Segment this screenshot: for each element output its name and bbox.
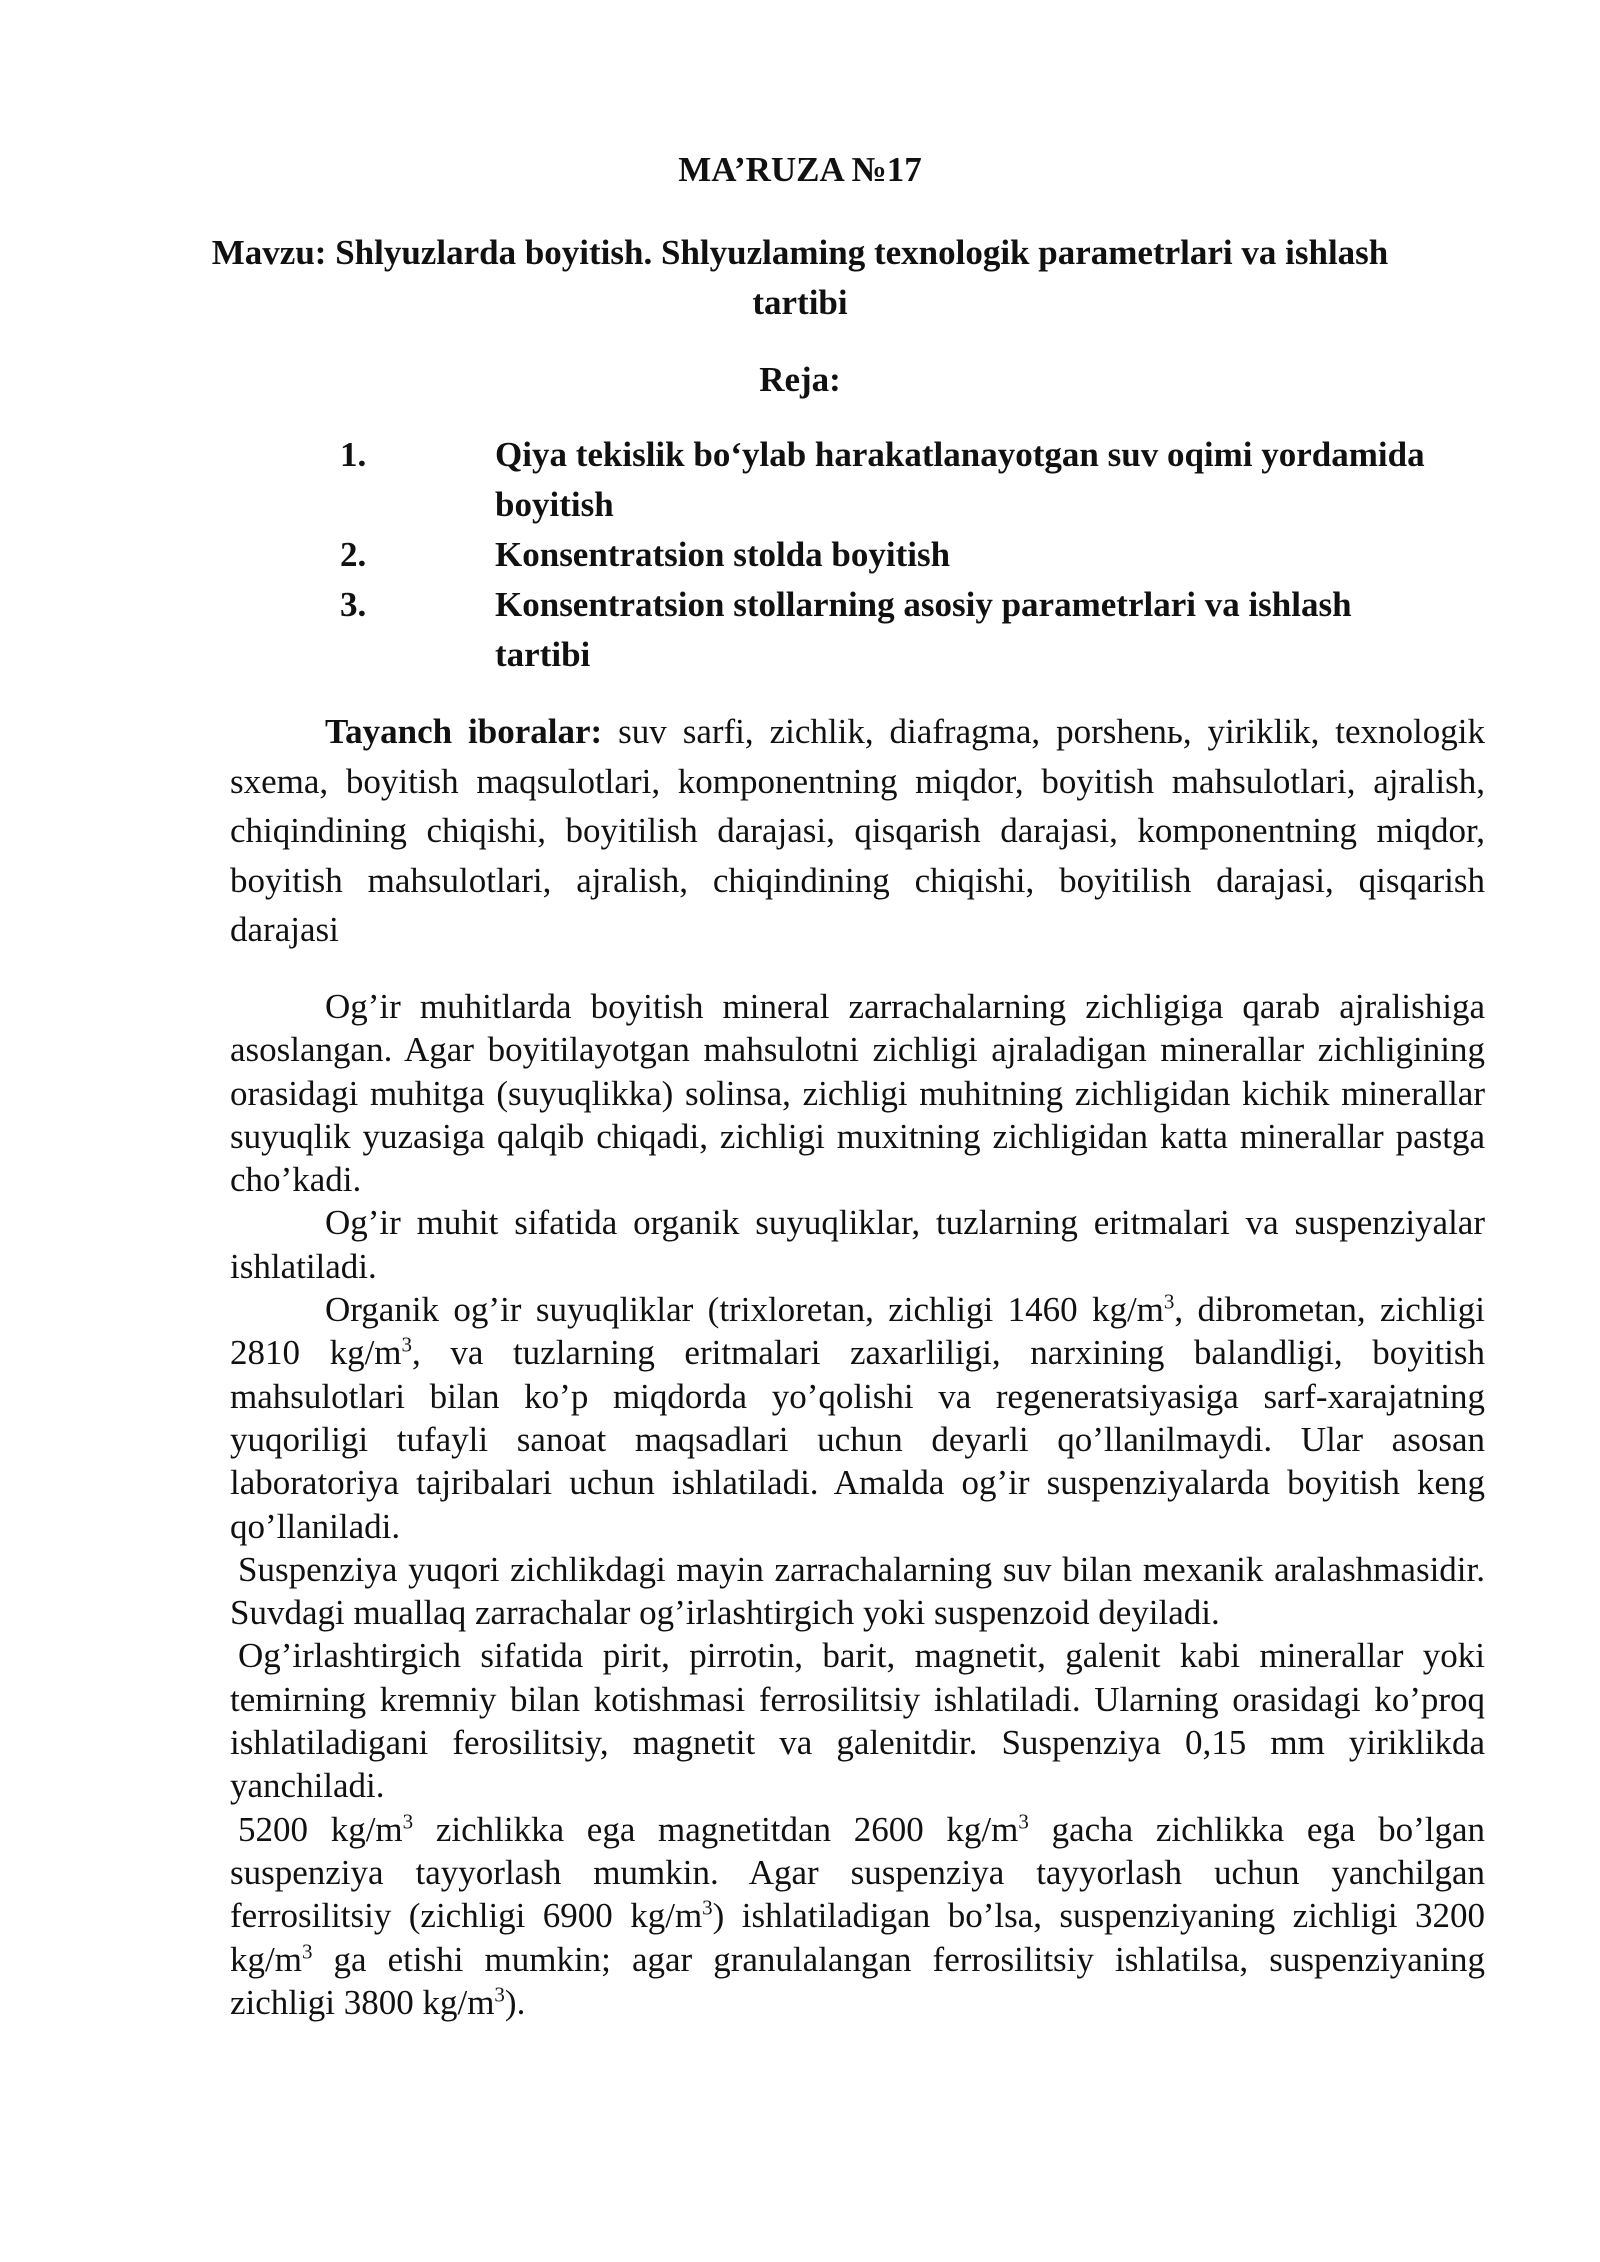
- paragraph-5: Og’irlashtirgich sifatida pirit, pirrotin, barit, magnetit, galenit kabi minerallar yoki temirning kremniy bilan kotishmasi ferrosilitsiy ishlatiladi. Ularning orasidagi ko’proq ishlatiladigani ferosilitsiy, magnetit va galenitdir. Suspenziya 0,15 mm yiriklikda yanchiladi.: [230, 1636, 1485, 1806]
- lecture-topic: [0, 228, 1600, 328]
- lecture-topic-text: Mavzu: Shlyuzlarda boyitish. Shlyuzlaming texnologik parametrlari va ishlash tartibi: [211, 233, 1389, 322]
- paragraph-3-part: , va tuzlarning eritmalari zaxarliligi, narxining balandligi, boyitish mahsulotlari bilan ko’p miqdorda yo’qolishi va regeneratsiyasiga sarf-xarajatning yuqoriligi tufayli sanoat maqsadlari uchun deyarli qo’llanilmaydi. Ular asosan laboratoriya tajribalari uchun ishlatiladi. Amalda og’ir suspenziyalarda boyitish keng qo’llaniladi.: [230, 1333, 1486, 1546]
- plan-item: [340, 580, 1430, 680]
- paragraph-6-part: ) ishlatiladigan bo’lsa, suspenziyaning zichligi 3200 kg/m: [230, 1896, 1485, 1979]
- main-text: [230, 985, 1485, 2024]
- plan-item-text: Konsentratsion stolda boyitish: [495, 535, 951, 574]
- plan-heading: Reja:: [759, 360, 841, 399]
- plan-item-number: 1.: [340, 435, 367, 474]
- plan-item: [340, 430, 1430, 530]
- superscript: 3: [402, 1808, 414, 1833]
- paragraph-3: [230, 1288, 1485, 1548]
- plan-list: [340, 430, 1430, 680]
- paragraph-3-part: , dibrometan, zichligi 2810 kg/m: [230, 1290, 1485, 1373]
- superscript: 3: [301, 1938, 313, 1963]
- superscript: 3: [494, 1982, 505, 2007]
- keywords-list: suv sarfi, zichlik, diafragma, porshenь, yiriklik, texnologik sxema, boyitish maqsulotlari, komponentning miqdor, boyitish mahsulotlari, ajralish, chiqindining chiqishi, boyitilish darajasi, qisqarish darajasi, komponentning miqdor, boyitish mahsulotlari, ajralish, chiqindining chiqishi, boyitilish darajasi, qisqarish darajasi: [230, 712, 1485, 949]
- paragraph-6-part: ga etishi mumkin; agar granulalangan ferrosilitsiy ishlatilsa, suspenziyaning zichligi 3800 kg/m: [230, 1939, 1485, 2022]
- plan-item-text: Qiya tekislik bo‘ylab harakatlanayotgan suv oqimi yordamida boyitish: [495, 435, 1425, 524]
- plan-item-text: Konsentratsion stollarning asosiy parametrlari va ishlash tartibi: [495, 585, 1352, 674]
- paragraph-3-part: Organik og’ir suyuqliklar (trixloretan, zichligi 1460 kg/m: [325, 1290, 1164, 1330]
- paragraph-4: Suspenziya yuqori zichlikdagi mayin zarrachalarning suv bilan mexanik aralashmasidir. Suvdagi muallaq zarrachalar og’irlashtirgich yoki suspenzoid deyiladi.: [230, 1549, 1485, 1633]
- superscript: 3: [702, 1895, 713, 1920]
- superscript: 3: [401, 1332, 413, 1357]
- plan-item: [340, 530, 1430, 580]
- plan-item-number: 2.: [340, 535, 367, 574]
- plan-item-number: 3.: [340, 585, 367, 624]
- keywords-paragraph: [230, 707, 1485, 955]
- paragraph-6-part: zichlikka ega magnetitdan 2600 kg/m: [413, 1809, 1019, 1849]
- paragraph-2: Og’ir muhit sifatida organik suyuqliklar, tuzlarning eritmalari va suspenziyalar ishlatiladi.: [230, 1203, 1485, 1286]
- superscript: 3: [1018, 1808, 1029, 1833]
- paragraph-6: [230, 1808, 1485, 2024]
- paragraph-6-part: 5200 kg/m: [238, 1809, 403, 1849]
- keywords-label: Tayanch iboralar:: [325, 712, 603, 751]
- paragraph-6-part: gacha zichlikka ega bo’lgan suspenziya tayyorlash mumkin. Agar suspenziya tayyorlash uchun yanchilgan ferrosilitsiy (zichligi 6900 kg/m: [230, 1809, 1485, 1936]
- lecture-title: MA’RUZA №17: [678, 150, 922, 189]
- paragraph-1: Og’ir muhitlarda boyitish mineral zarrachalarning zichligiga qarab ajralishiga asoslangan. Agar boyitilayotgan mahsulotni zichligi ajraladigan minerallar zichligining orasidagi muhitga (suyuqlikka) solinsa, zichligi muhitning zichligidan kichik minerallar suyuqlik yuzasiga qalqib chiqadi, zichligi muxitning zichligidan katta minerallar pastga cho’kadi.: [230, 987, 1485, 1200]
- keywords-text: [230, 707, 1485, 955]
- superscript: 3: [1163, 1289, 1175, 1314]
- paragraph-6-part: ).: [504, 1982, 526, 2022]
